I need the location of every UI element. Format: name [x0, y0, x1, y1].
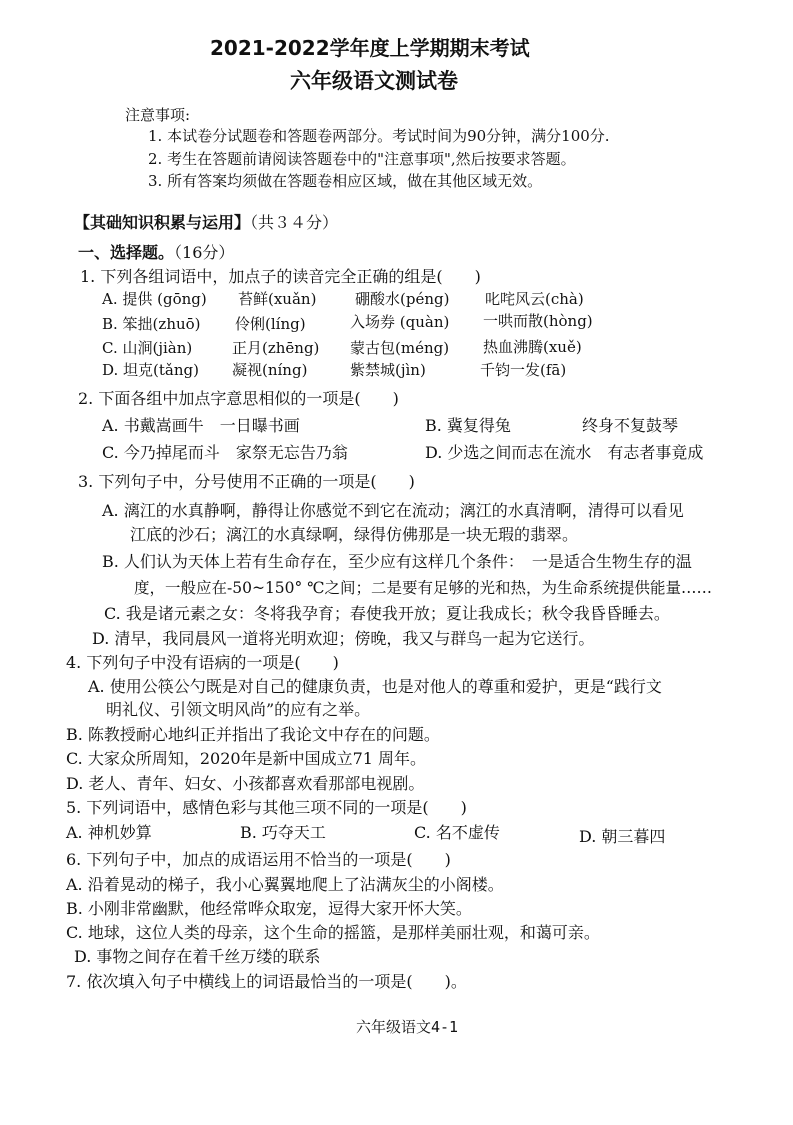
q1-option-b4: 一哄而散(hòng) — [483, 312, 593, 330]
q5-option-c: C. 名不虚传 — [414, 823, 500, 842]
q3-option-a-line2: 江底的沙石；漓江的水真绿啊，绿得仿佛那是一块无瑕的翡翠。 — [130, 525, 579, 544]
q4-stem: 4. 下列句子中没有语病的一项是( ) — [66, 653, 339, 672]
q1-option-c3: 蒙古包(méng) — [350, 339, 450, 357]
q3-option-b-line1: B. 人们认为天体上若有生命存在，至少应有这样几个条件： 一是适合生物生存的温 — [102, 552, 692, 571]
q4-option-b: B. 陈教授耐心地纠正并指出了我论文中存在的问题。 — [66, 725, 440, 744]
q6-stem: 6. 下列句子中，加点的成语运用不恰当的一项是( ) — [66, 850, 451, 869]
q5-option-d: D. 朝三暮四 — [579, 827, 666, 846]
page-footer: 六年级语文4-1 — [356, 1018, 459, 1036]
q4-option-a-line2: 明礼仪、引领文明风尚”的应有之举。 — [106, 700, 371, 719]
q1-option-a4: 叱咤风云(chà) — [485, 290, 584, 308]
q4-option-d: D. 老人、青年、妇女、小孩都喜欢看那部电视剧。 — [66, 774, 425, 793]
q5-stem: 5. 下列词语中，感情色彩与其他三项不同的一项是( ) — [66, 798, 467, 817]
section-score: （共３４分） — [250, 213, 339, 232]
q2-option-b: B. 冀复得兔 — [425, 416, 511, 435]
q4-option-a-line1: A. 使用公筷公勺既是对自己的健康负责，也是对他人的尊重和爱护，更是“践行文 — [88, 677, 662, 696]
q1-option-a: A. 提供 (gōng) — [102, 290, 207, 308]
q1-option-b3: 入场券 (quàn) — [350, 313, 450, 331]
notes-label: 注意事项: — [125, 106, 191, 124]
exam-subtitle: 六年级语文测试卷 — [290, 69, 458, 93]
q5-option-b: B. 巧夺天工 — [240, 823, 326, 842]
q1-option-a2: 苔鲜(xuǎn) — [238, 290, 317, 308]
q1-option-b: B. 笨拙(zhuō) — [102, 315, 201, 333]
q2-option-a: A. 书戴嵩画牛 一日曝书画 — [102, 416, 300, 435]
q3-option-c: C. 我是诸元素之女：冬将我孕育；春使我开放；夏让我成长；秋令我昏昏睡去。 — [104, 604, 670, 623]
q4-option-c: C. 大家众所周知，2020年是新中国成立71 周年。 — [66, 749, 427, 768]
q1-option-b2: 伶俐(líng) — [235, 315, 306, 333]
q2-option-d: D. 少选之间而志在流水 有志者事竟成 — [425, 443, 704, 462]
q1-option-d3: 紫禁城(jìn) — [350, 361, 426, 379]
part1-score: （16分） — [174, 243, 235, 262]
q1-option-d4: 千钧一发(fā) — [480, 361, 567, 379]
part1-heading-label: 一、选择题。 — [78, 245, 175, 262]
q1-stem: 1. 下列各组词语中，加点子的读音完全正确的组是( ) — [80, 267, 481, 286]
q2-option-c: C. 今乃掉尾而斗 家祭无忘告乃翁 — [102, 443, 348, 462]
q3-option-d: D. 清早，我同晨风一道将光明欢迎；傍晚，我又与群鸟一起为它送行。 — [92, 629, 595, 648]
q3-option-a-line1: A. 漓江的水真静啊，静得让你感觉不到它在流动；漓江的水真清啊，清得可以看见 — [102, 501, 684, 520]
q3-stem: 3. 下列句子中，分号使用不正确的一项是( ) — [78, 472, 415, 491]
q6-option-c: C. 地球，这位人类的母亲，这个生命的摇篮，是那样美丽壮观，和蔼可亲。 — [66, 923, 600, 942]
part1-heading — [78, 240, 234, 263]
q1-option-c4: 热血沸腾(xuě) — [483, 338, 582, 356]
q1-option-a3: 硼酸水(péng) — [355, 290, 450, 308]
q1-option-c2: 正月(zhēng) — [232, 339, 320, 357]
q5-option-a: A. 神机妙算 — [66, 823, 152, 842]
note-item-1: 1. 本试卷分试题卷和答题卷两部分。考试时间为90分钟，满分100分. — [148, 127, 610, 145]
exam-title: 2021-2022学年度上学期期末考试 — [210, 36, 530, 60]
section-heading — [74, 210, 338, 233]
q7-stem: 7. 依次填入句子中横线上的词语最恰当的一项是( )。 — [66, 972, 467, 991]
note-item-2: 2. 考生在答题前请阅读答题卷中的"注意事项",然后按要求答题。 — [148, 150, 576, 168]
q1-option-d2: 凝视(níng) — [232, 361, 308, 379]
q1-option-c: C. 山涧(jiàn) — [102, 339, 193, 357]
q6-option-a: A. 沿着晃动的梯子，我小心翼翼地爬上了沾满灰尘的小阁楼。 — [66, 875, 504, 894]
section-heading-label: 【其础知识积累与运用】 — [74, 215, 251, 232]
note-item-3: 3. 所有答案均须做在答题卷相应区域，做在其他区域无效。 — [148, 172, 543, 190]
q2-option-b-second: 终身不复鼓琴 — [582, 416, 679, 435]
q3-option-b-line2: 度，一般应在-50~150° ℃之间；二是要有足够的光和热，为生命系统提供能量…… — [134, 579, 713, 597]
q6-option-d: D. 事物之间存在着千丝万缕的联系 — [74, 947, 321, 966]
q6-option-b: B. 小刚非常幽默，他经常哗众取宠，逗得大家开怀大笑。 — [66, 899, 472, 918]
q1-option-d: D. 坦克(tǎng) — [102, 361, 199, 379]
q2-stem: 2. 下面各组中加点字意思相似的一项是( ) — [78, 389, 399, 408]
